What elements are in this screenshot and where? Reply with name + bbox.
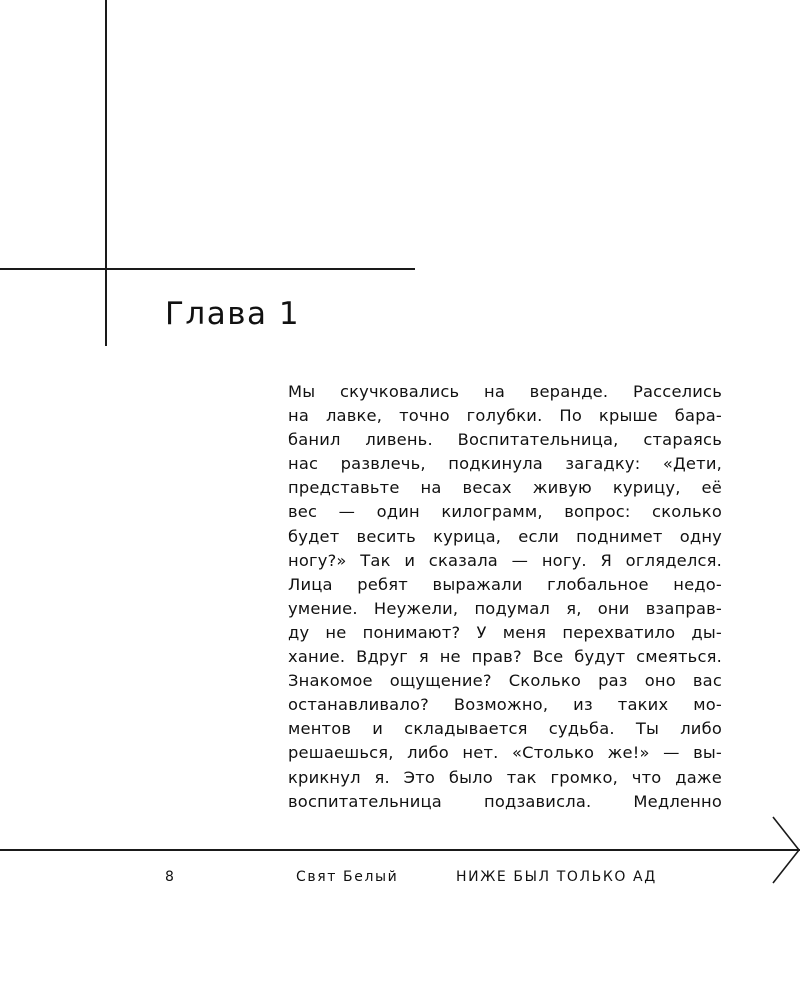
text-line: хание. Вдруг я не прав? Все будут смеяться. [288, 647, 722, 667]
text-line: Лица ребят выражали глобальное недо- [288, 574, 722, 594]
text-line: ногу?» Так и сказала — ногу. Я огляделся. [288, 550, 722, 570]
text-line: представьте на весах живую курицу, её [288, 478, 722, 498]
text-line: решаешься, либо нет. «Столько же!» — вы- [288, 743, 722, 763]
text-line: нас развлечь, подкинула загадку: «Дети, [288, 454, 722, 474]
chapter-title: Глава 1 [165, 296, 301, 332]
chevron-right-arrow-icon [770, 816, 800, 884]
text-line: воспитательница подзависла. Медленно [288, 791, 722, 811]
text-line: Знакомое ощущение? Сколько раз оно вас [288, 671, 722, 691]
text-line: Мы скучковались на веранде. Расселись [288, 382, 722, 401]
text-line: ду не понимают? У меня перехватило ды- [288, 622, 722, 642]
text-line: на лавке, точно голубки. По крыше бара- [288, 406, 722, 426]
text-line: будет весить курица, если поднимет одну [288, 526, 722, 546]
text-line: крикнул я. Это было так громко, что даже [288, 767, 722, 787]
body-text [288, 380, 722, 814]
book-title: НИЖЕ БЫЛ ТОЛЬКО АД [456, 869, 657, 885]
author-name: Свят Белый [296, 869, 399, 885]
bottom-horizontal-rule [0, 849, 800, 851]
text-line: банил ливень. Воспитательница, стараясь [288, 430, 722, 450]
page-number: 8 [165, 869, 174, 885]
text-line: вес — один килограмм, вопрос: сколько [288, 502, 722, 522]
text-line: останавливало? Возможно, из таких мо- [288, 695, 722, 715]
vertical-rule [105, 0, 107, 346]
text-line: ментов и складывается судьба. Ты либо [288, 719, 722, 739]
text-line: умение. Неужели, подумал я, они взаправ- [288, 598, 722, 618]
top-horizontal-rule [0, 268, 415, 270]
